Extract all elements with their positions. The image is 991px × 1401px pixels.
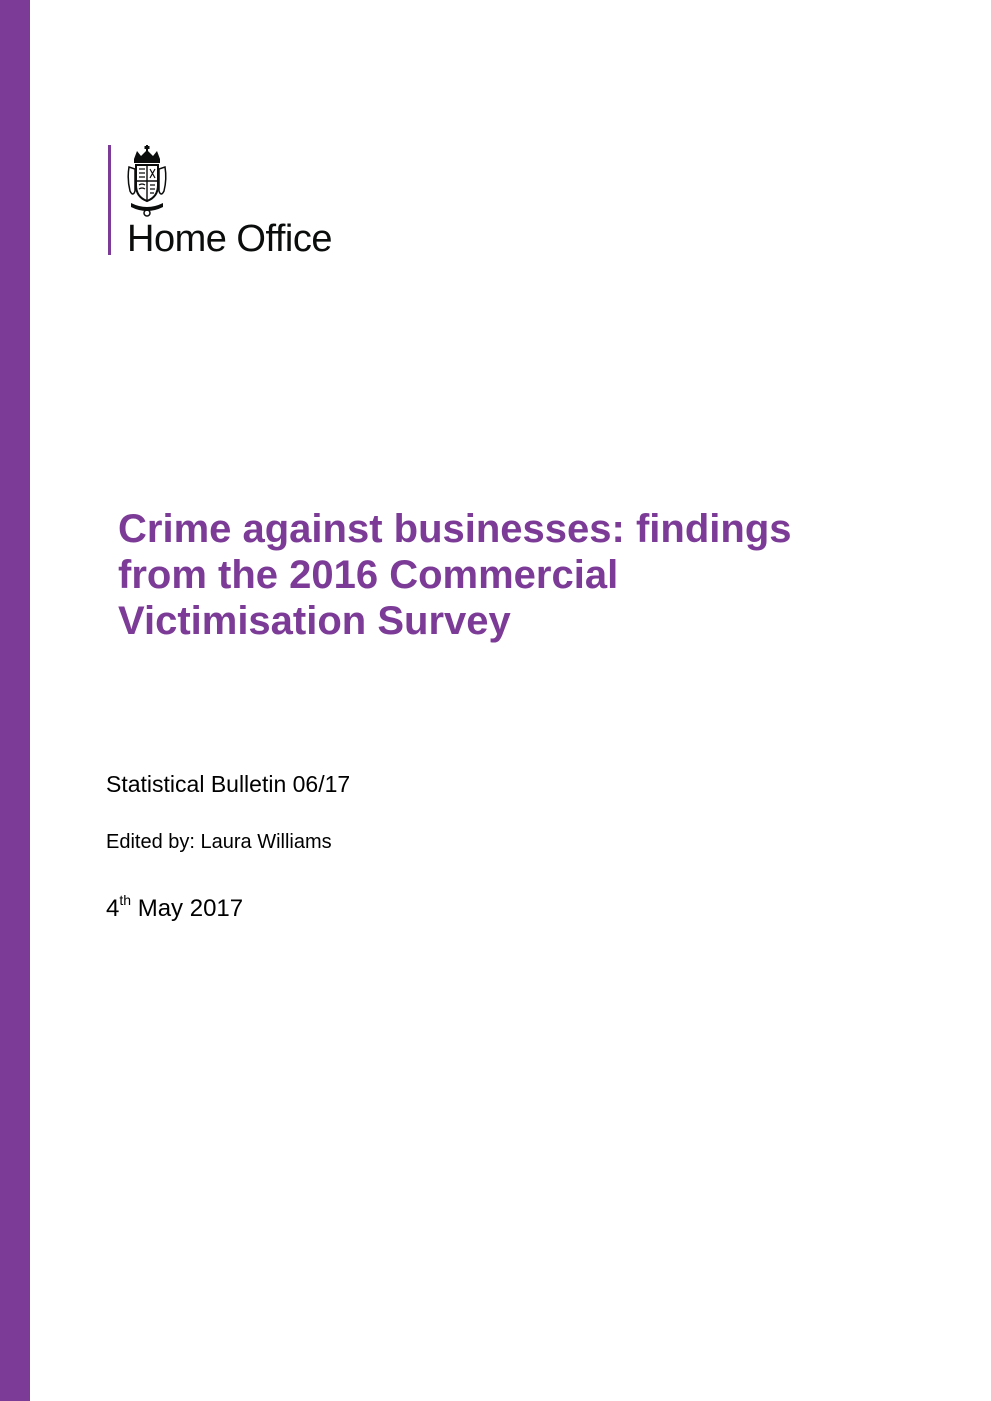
editor-credit: Edited by: Laura Williams (106, 831, 332, 853)
document-title (118, 506, 918, 644)
date-ordinal-suffix: th (119, 892, 132, 908)
logo-divider (108, 145, 111, 255)
date-day: 4 (106, 895, 120, 922)
royal-coat-of-arms-icon (125, 145, 169, 217)
publication-date (106, 893, 243, 925)
bulletin-series: Statistical Bulletin 06/17 (106, 771, 351, 797)
side-accent-bar (0, 0, 30, 1401)
date-month-year: May 2017 (131, 895, 244, 922)
home-office-logo (108, 145, 388, 260)
title-line-1: Crime against businesses: findings (118, 507, 792, 551)
title-line-2: from the 2016 Commercial (118, 553, 619, 597)
organisation-name: Home Office (127, 218, 332, 260)
title-line-3: Victimisation Survey (118, 599, 511, 643)
